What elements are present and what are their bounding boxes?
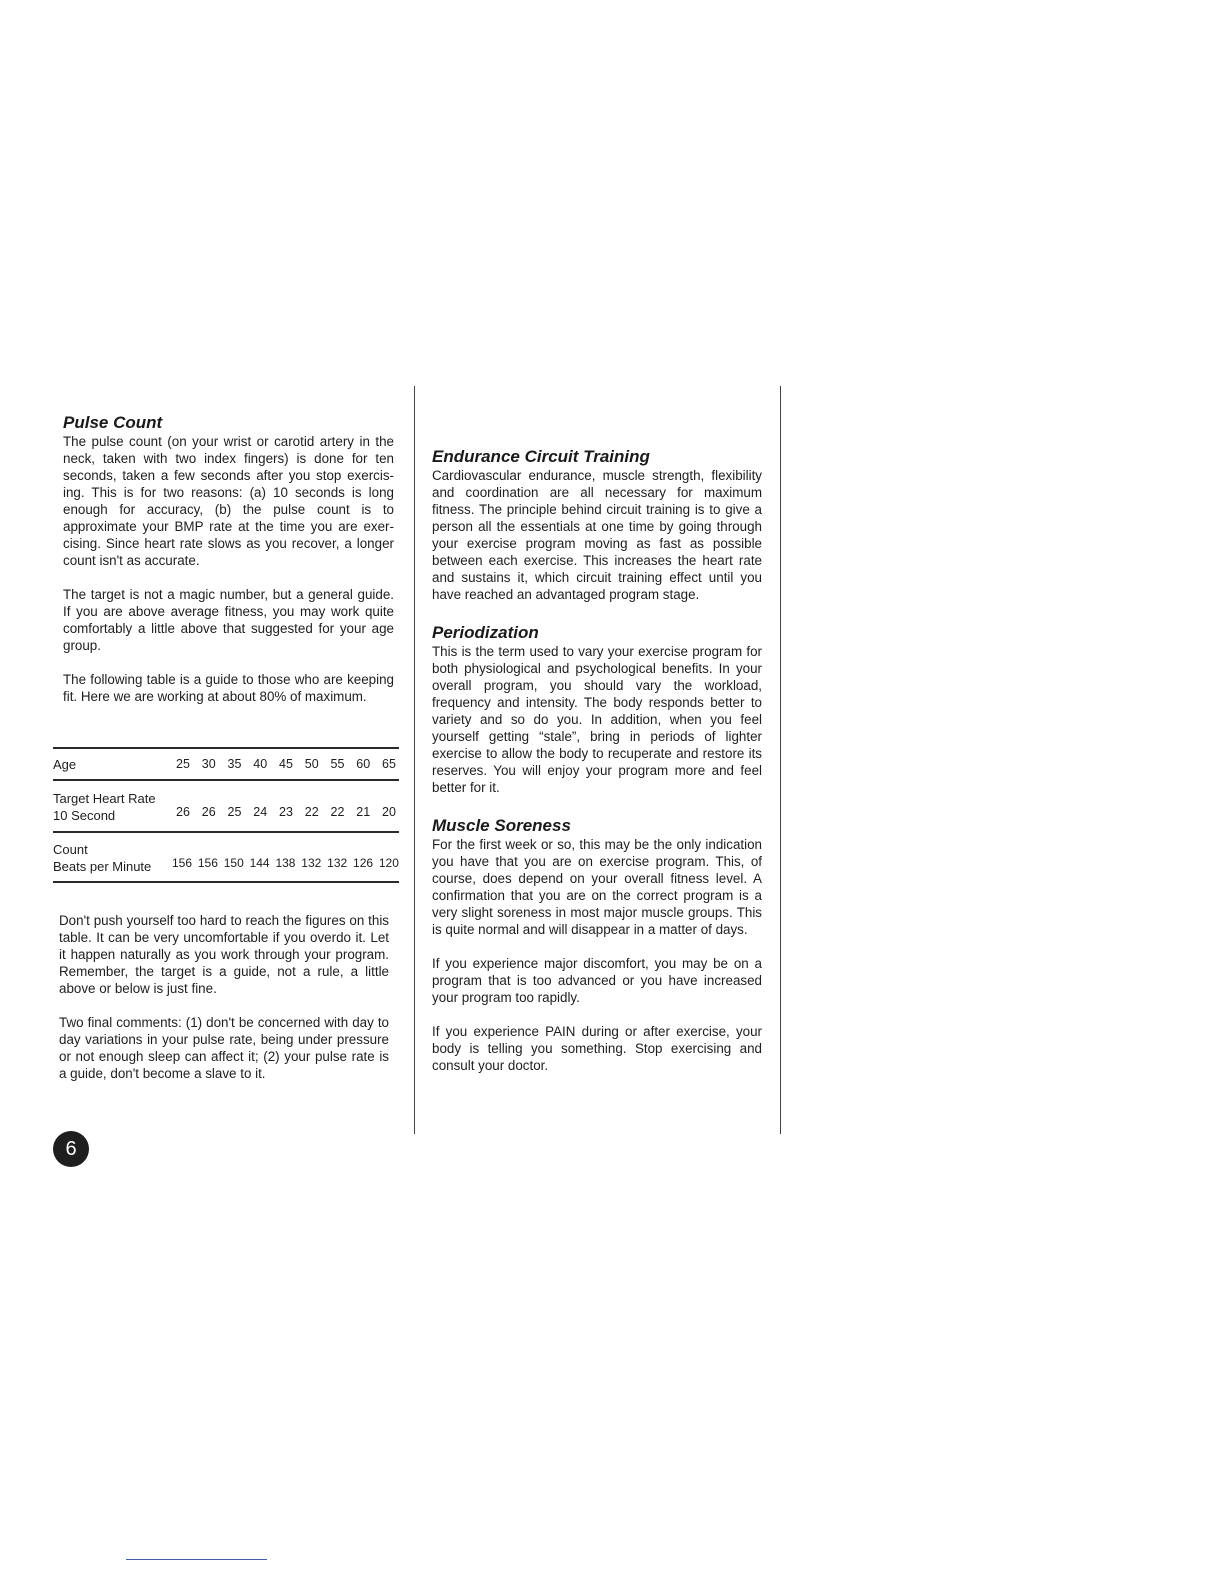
table-cell: 22 (304, 805, 319, 819)
ten-second-label (53, 790, 156, 824)
muscle-soreness-paragraph-2: If you experience major discomfort, you may be on a program that is too advanced or you have increased your program too rapidly. (432, 956, 762, 1005)
endurance-heading: Endurance Circuit Training (432, 447, 650, 466)
table-row-age (53, 747, 399, 779)
table-row-bpm (53, 831, 399, 883)
ten-second-label-line-2: 10 Second (53, 808, 116, 823)
bpm-label-line-2: Beats per Minute (53, 859, 152, 874)
column-divider-right (780, 386, 781, 1134)
advice-paragraph-1: Don't push yourself too hard to reach the figures on this table. It can be very uncomfortable if you overdo it. Let it happen naturally as you work through your program. Remember, the target is a guide, not a rule, a little above or below is just fine. (59, 913, 389, 996)
table-cell: 24 (253, 805, 268, 819)
periodization-heading: Periodization (432, 623, 539, 642)
table-cell: 26 (201, 805, 216, 819)
column-divider-left (414, 386, 415, 1134)
table-cell: 138 (275, 856, 296, 870)
pulse-count-paragraph-1: The pulse count (on your wrist or carotid artery in the neck, taken with two index fingers) is done for ten seconds, taken a few seconds after you stop exercising. This is for two reasons: (a) 10 seconds is long enough for accuracy, (b) the pulse count is to approximate your BMP rate at the time you are exercising. Since heart rate slows as you recover, a longer count isn't as accurate. (63, 434, 394, 568)
right-column (432, 446, 762, 1074)
table-cell: 35 (227, 757, 242, 771)
pulse-count-heading: Pulse Count (63, 413, 163, 432)
page-number-badge: 6 (53, 1131, 89, 1167)
periodization-paragraph: This is the term used to vary your exercise program for both physiological and psychological benefits. In your overall program, you should vary the workload, frequency and intensity. The body responds better to variety and so do you. In addition, when you feel yourself getting “stale”, bring in periods of lighter exercise to allow the body to recuperate and restore its reserves. You will enjoy your program more and feel better for it. (432, 644, 762, 795)
table-cell: 23 (279, 805, 293, 819)
muscle-soreness-paragraph-3: If you experience PAIN during or after exercise, your body is telling you something. Stop exercising and consult your doctor. (432, 1024, 762, 1073)
pulse-count-paragraph-2: The target is not a magic number, but a general guide. If you are above average fitness, you may work quite comfortably a little above that suggested for your age group. (63, 587, 394, 653)
table-row-10-second (53, 779, 399, 831)
table-cell: 126 (353, 856, 374, 870)
ten-second-label-line-1: Target Heart Rate (53, 791, 156, 806)
table-cell: 20 (382, 805, 396, 819)
muscle-soreness-paragraph-1: For the first week or so, this may be the only indication you have that you are on exercise program. This, of course, does depend on your overall fitness level. A confirmation that you are on the correct program is a very slight soreness in most major muscle groups. This is quite normal and will disappear in a matter of days. (432, 837, 762, 937)
age-values (176, 757, 396, 771)
left-column-lower (59, 912, 389, 1082)
age-label: Age (53, 757, 77, 772)
table-cell: 45 (279, 757, 293, 771)
endurance-paragraph: Cardiovascular endurance, muscle strength, flexibility and coordination are all necessary for maximum fitness. The principle behind circuit training is to give a person all the essentials at one time by going through your exercise program moving as fast as possible between each exercise. This increases the heart rate and sustains it, which circuit training effect until you have reached an advantaged program stage. (432, 468, 762, 602)
table-cell: 26 (176, 805, 190, 819)
table-cell: 30 (201, 757, 216, 771)
table-cell: 156 (172, 856, 193, 870)
muscle-soreness-heading: Muscle Soreness (432, 816, 571, 835)
left-column (63, 412, 394, 705)
table-cell: 132 (327, 856, 348, 870)
section-spacer (432, 796, 762, 815)
table-cell: 22 (330, 805, 345, 819)
table-cell: 50 (304, 757, 319, 771)
target-heart-rate-table (53, 747, 399, 883)
table-cell: 156 (197, 856, 218, 870)
pulse-count-paragraph-3: The following table is a guide to those who are keeping fit. Here we are working at about 80% of maximum. (63, 672, 394, 704)
table-cell: 144 (249, 856, 270, 870)
section-spacer (432, 603, 762, 622)
table-cell: 40 (253, 757, 268, 771)
bpm-label (53, 841, 151, 875)
table-cell: 60 (356, 757, 371, 771)
table-cell: 25 (176, 757, 190, 771)
table-cell: 132 (301, 856, 322, 870)
table-cell: 150 (223, 856, 244, 870)
bpm-label-line-1: Count (53, 842, 88, 857)
table-cell: 65 (382, 757, 396, 771)
advice-paragraph-2: Two final comments: (1) don't be concerned with day to day variations in your pulse rate, being under pressure or not enough sleep can affect it; (2) your pulse rate is a guide, don't become a slave to it. (59, 1015, 389, 1081)
ten-second-values (176, 805, 396, 819)
table-cell: 25 (227, 805, 242, 819)
table-cell: 55 (330, 757, 345, 771)
table-cell: 21 (356, 805, 371, 819)
footer-rule (126, 1559, 267, 1560)
bpm-values (172, 856, 399, 870)
table-cell: 120 (378, 856, 399, 870)
